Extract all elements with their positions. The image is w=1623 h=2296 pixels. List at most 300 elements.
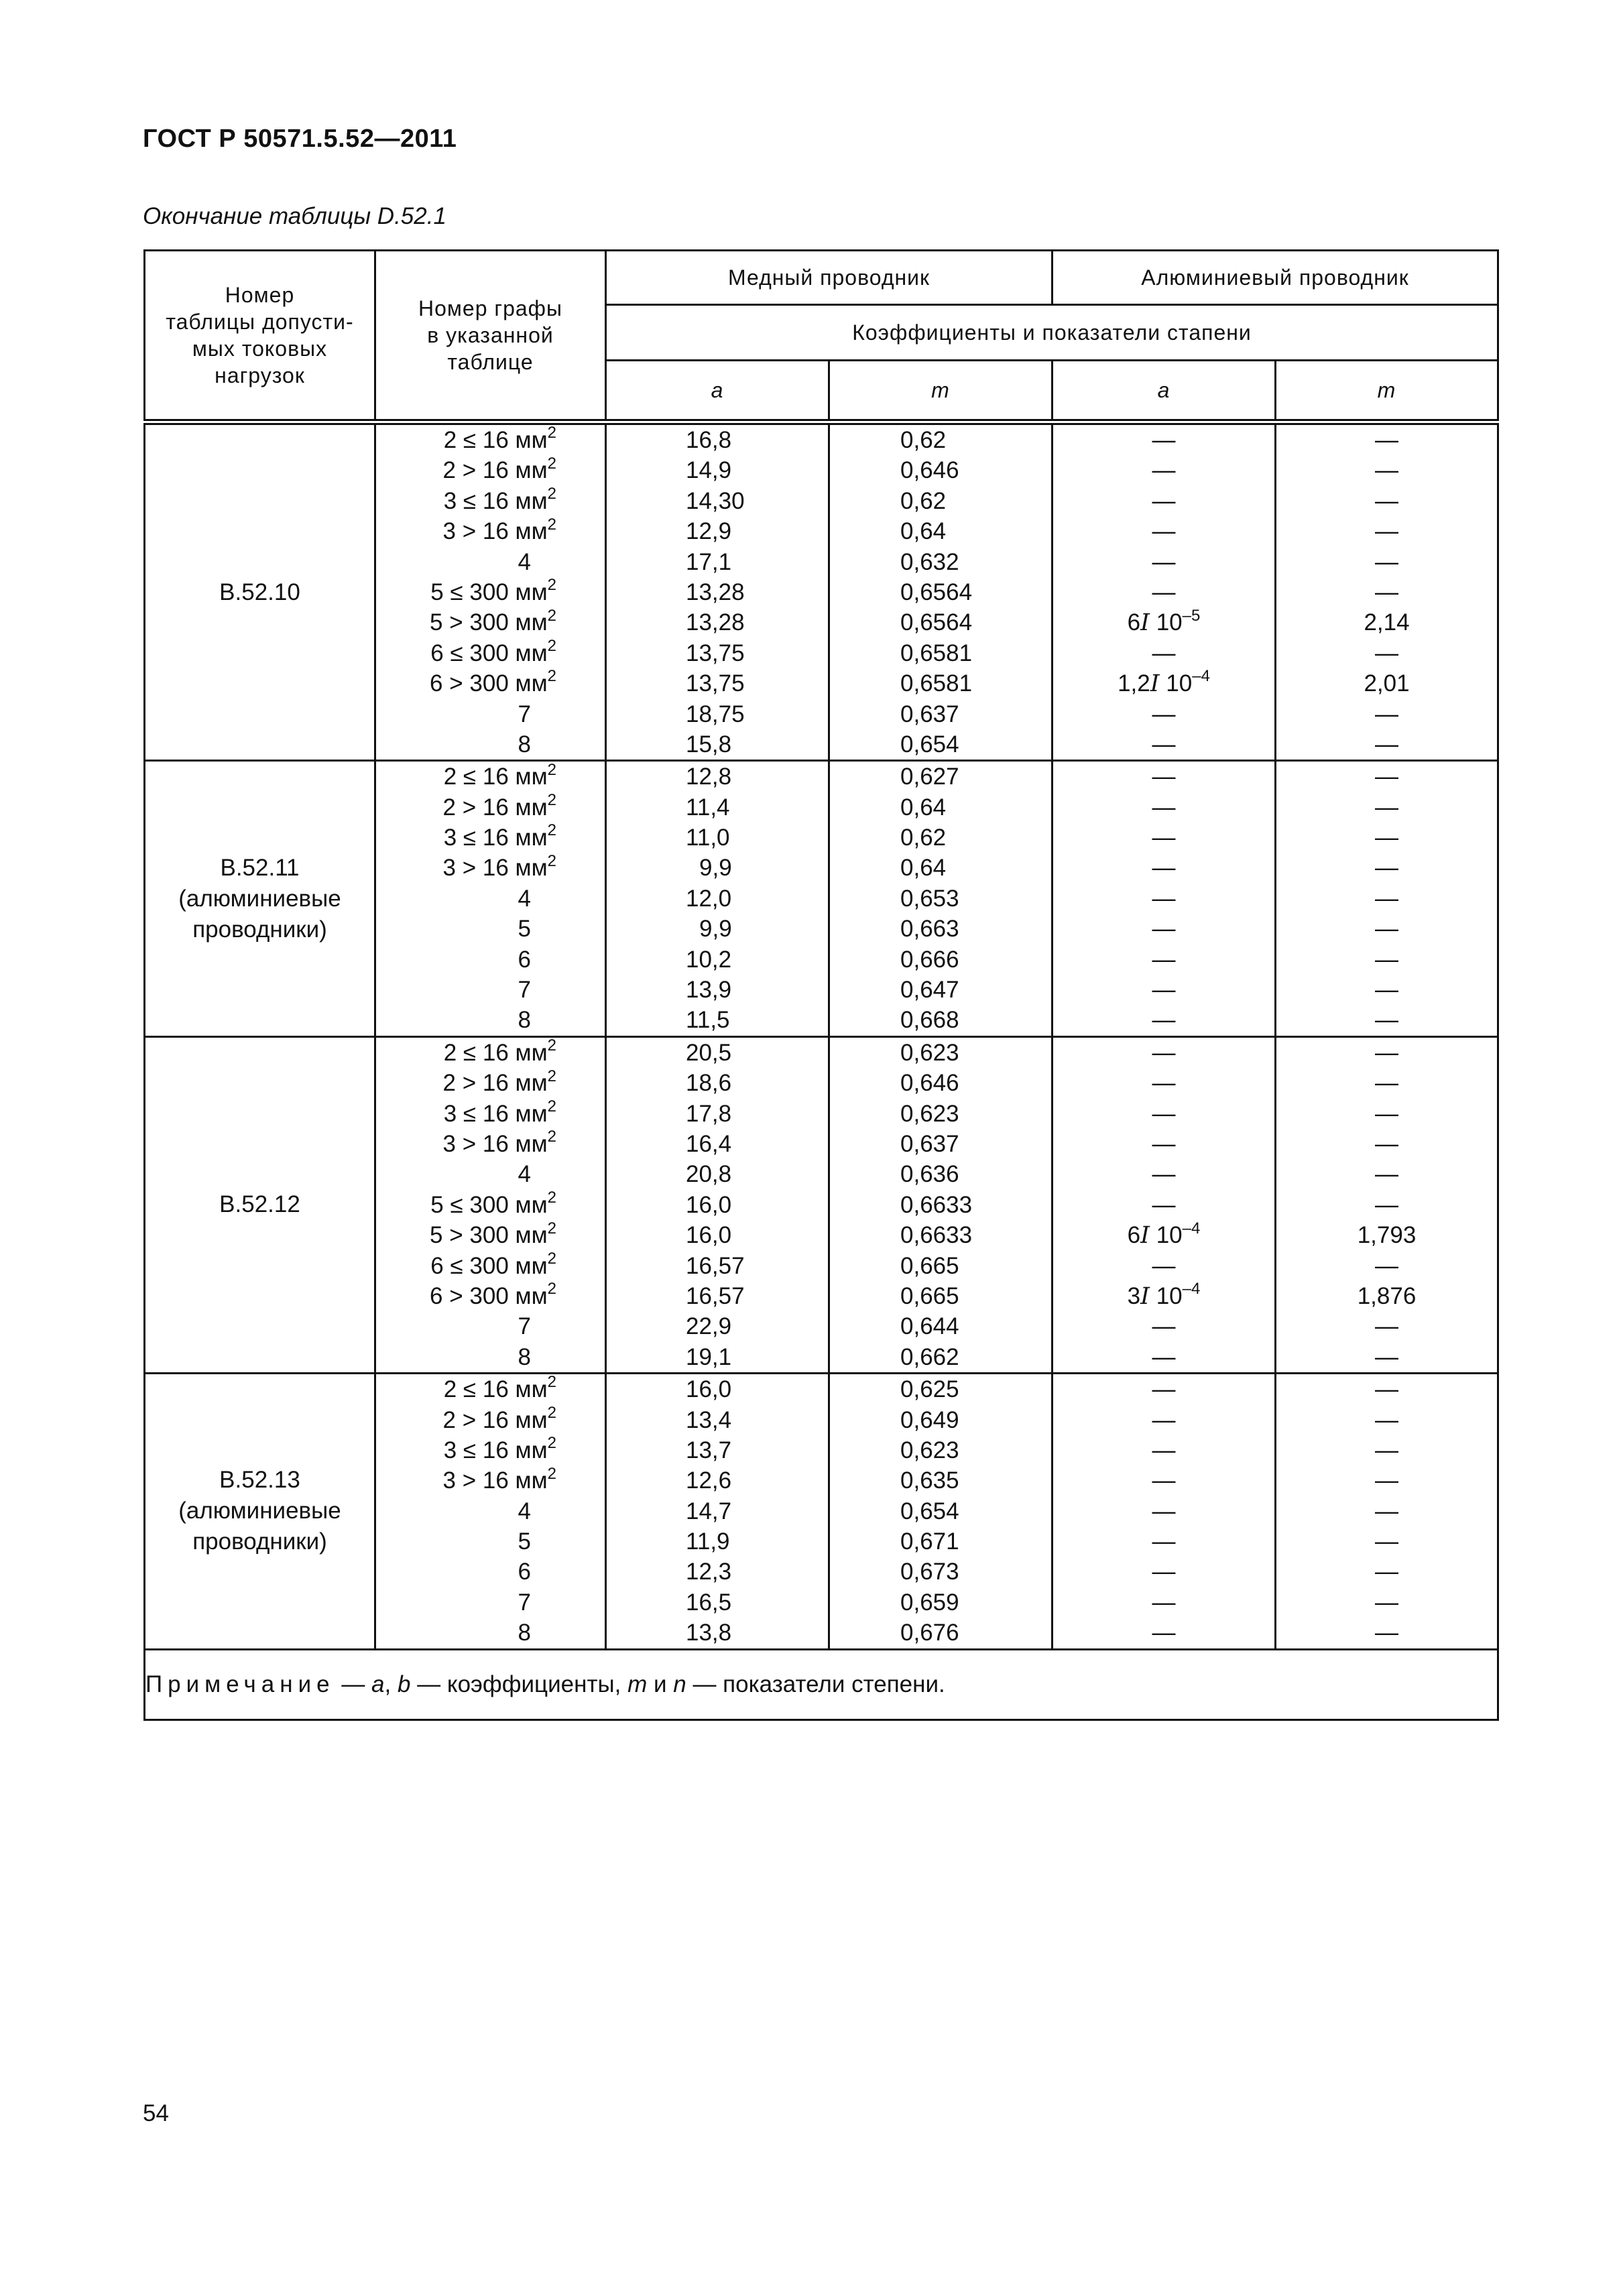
aluminium-a-text: 6I 10 — [1127, 1222, 1183, 1250]
copper-m-value: 0,676 — [900, 1620, 959, 1646]
aluminium-m-value: — — [1375, 487, 1398, 514]
copper-m-value: 0,627 — [900, 764, 959, 790]
column-number-cell — [375, 1036, 606, 1373]
aluminium-a-text: — — [1152, 1498, 1176, 1524]
copper-m-value: 0,6633 — [900, 1191, 973, 1218]
column-number — [376, 1251, 605, 1281]
table-row — [145, 1036, 1498, 1373]
copper-a-value: 11,9 — [686, 1528, 730, 1555]
aluminium-a-value — [1053, 425, 1274, 455]
copper-m-value: 0,644 — [900, 1313, 959, 1340]
exponent: –4 — [1192, 667, 1210, 686]
copper-a-value: 14,9 — [686, 457, 732, 484]
aluminium-m-cell — [1276, 1374, 1498, 1650]
column-number — [376, 945, 605, 975]
copper-a-value: 13,9 — [686, 977, 732, 1004]
aluminium-a-text: — — [1152, 1620, 1176, 1646]
copper-m-value: 0,635 — [900, 1467, 959, 1494]
column-number-text: 6 — [518, 946, 531, 973]
exponent: 2 — [547, 1434, 556, 1453]
column-number — [376, 914, 605, 944]
header-line: таблицы допусти- — [166, 310, 354, 334]
copper-m-value: 0,637 — [900, 1130, 959, 1157]
aluminium-m-value: — — [1375, 825, 1398, 851]
header-copper-a: a — [606, 361, 829, 422]
column-number — [376, 516, 605, 546]
aluminium-a-text: — — [1152, 518, 1176, 545]
exponent: 2 — [547, 1403, 556, 1422]
column-number — [376, 1190, 605, 1220]
group-label — [145, 1036, 375, 1373]
copper-a-cell — [606, 422, 829, 761]
header-line: Номер — [225, 283, 295, 307]
copper-m-value: 0,623 — [900, 1100, 959, 1127]
copper-m-value: 0,649 — [900, 1406, 959, 1433]
aluminium-a-text: — — [1152, 1437, 1176, 1463]
exponent: 2 — [547, 1128, 556, 1146]
current-symbol: I — [1140, 1222, 1150, 1250]
copper-m-value: 0,62 — [900, 427, 947, 453]
aluminium-m-value: — — [1375, 946, 1398, 973]
table-note: Примечание — a, b — коэффициенты, m и n — показатели степени. — [145, 1649, 1498, 1719]
column-number-cell — [375, 1374, 606, 1650]
copper-a-value: 12,9 — [686, 518, 732, 545]
column-number-text: 5 > 300 мм — [430, 609, 548, 636]
aluminium-m-value: — — [1375, 1343, 1398, 1370]
header-line: таблице — [447, 350, 534, 374]
aluminium-m-value: — — [1375, 640, 1398, 666]
aluminium-a-value — [1053, 1342, 1274, 1372]
aluminium-a-value — [1053, 607, 1274, 638]
copper-m-value: 0,673 — [900, 1559, 959, 1585]
aluminium-a-value — [1053, 1311, 1274, 1341]
column-number-text: 4 — [518, 1161, 531, 1188]
copper-a-value: 14,30 — [686, 487, 745, 514]
aluminium-m-value: 2,01 — [1364, 670, 1410, 697]
column-number — [376, 1099, 605, 1129]
column-number — [376, 1038, 605, 1068]
copper-a-value: 16,0 — [686, 1376, 732, 1403]
copper-a-cell — [606, 1036, 829, 1373]
aluminium-a-value — [1053, 577, 1274, 607]
aluminium-m-value: — — [1375, 1007, 1398, 1034]
column-number-text: 5 ≤ 300 мм — [430, 579, 548, 605]
aluminium-a-value — [1053, 1068, 1274, 1098]
aluminium-a-value — [1053, 945, 1274, 975]
aluminium-a-text: — — [1152, 764, 1176, 790]
copper-a-value: 14,7 — [686, 1498, 732, 1524]
copper-m-value: 0,623 — [900, 1437, 959, 1463]
column-number-cell — [375, 422, 606, 761]
aluminium-m-value: 1,876 — [1357, 1282, 1417, 1309]
aluminium-m-value: — — [1375, 1589, 1398, 1616]
aluminium-a-value — [1053, 853, 1274, 883]
aluminium-a-value — [1053, 975, 1274, 1005]
document-code: ГОСТ Р 50571.5.52—2011 — [143, 125, 457, 153]
column-number — [376, 1557, 605, 1587]
column-number-text: 6 ≤ 300 мм — [430, 1252, 548, 1279]
copper-a-value: 17,8 — [686, 1100, 732, 1127]
copper-a-value: 11,4 — [686, 794, 730, 821]
exponent: 2 — [547, 1373, 556, 1392]
copper-m-value: 0,654 — [900, 731, 959, 758]
group-label-line: (алюминиевые — [178, 1498, 341, 1524]
aluminium-m-value: — — [1375, 1191, 1398, 1218]
aluminium-a-text: — — [1152, 885, 1176, 912]
aluminium-a-value — [1053, 1587, 1274, 1618]
copper-m-value: 0,625 — [900, 1376, 959, 1403]
copper-m-cell — [829, 1374, 1053, 1650]
copper-a-value: 12,0 — [686, 885, 732, 912]
header-line: мых токовых — [192, 337, 328, 361]
aluminium-m-value: — — [1375, 794, 1398, 821]
header-copper-m: m — [829, 361, 1053, 422]
aluminium-m-value: — — [1375, 518, 1398, 545]
copper-a-value: 16,57 — [686, 1252, 745, 1279]
aluminium-a-value — [1053, 823, 1274, 853]
aluminium-m-value: — — [1375, 1528, 1398, 1555]
aluminium-a-cell — [1053, 422, 1276, 761]
aluminium-m-value: — — [1375, 1161, 1398, 1188]
column-number — [376, 1311, 605, 1341]
exponent: 2 — [547, 576, 556, 595]
aluminium-a-value — [1053, 1190, 1274, 1220]
table-caption: Окончание таблицы D.52.1 — [143, 203, 446, 229]
aluminium-m-value: — — [1375, 855, 1398, 882]
column-number — [376, 1159, 605, 1189]
copper-a-value: 11,5 — [686, 1007, 730, 1034]
copper-m-cell — [829, 422, 1053, 761]
table-row — [145, 1374, 1498, 1650]
column-number — [376, 1618, 605, 1648]
copper-a-value: 13,7 — [686, 1437, 732, 1463]
copper-a-value: 13,4 — [686, 1406, 732, 1433]
copper-a-value: 20,5 — [686, 1039, 732, 1066]
copper-a-value: 17,1 — [686, 548, 732, 575]
aluminium-m-value: — — [1375, 731, 1398, 758]
aluminium-a-text: — — [1152, 579, 1176, 605]
column-number-text: 2 > 16 мм — [442, 1406, 548, 1433]
current-symbol: I — [1140, 609, 1150, 637]
aluminium-a-value — [1053, 1465, 1274, 1496]
column-number-text: 2 ≤ 16 мм — [443, 1039, 548, 1066]
exponent: 2 — [547, 515, 556, 534]
column-number — [376, 1005, 605, 1035]
copper-a-value: 16,0 — [686, 1191, 732, 1218]
exponent: 2 — [547, 1036, 556, 1055]
aluminium-a-text: — — [1152, 457, 1176, 484]
copper-m-value: 0,665 — [900, 1282, 959, 1309]
aluminium-a-value — [1053, 792, 1274, 823]
exponent: 2 — [547, 760, 556, 779]
copper-a-value: 13,75 — [686, 670, 745, 697]
aluminium-a-value — [1053, 1496, 1274, 1526]
aluminium-a-value — [1053, 729, 1274, 760]
exponent: 2 — [547, 1219, 556, 1237]
column-number-text: 5 — [518, 916, 531, 943]
copper-m-value: 0,636 — [900, 1161, 959, 1188]
copper-m-value: 0,6633 — [900, 1222, 973, 1249]
column-number-cell — [375, 761, 606, 1037]
page-number: 54 — [143, 2100, 169, 2126]
copper-m-value: 0,654 — [900, 1498, 959, 1524]
column-number-text: 7 — [518, 1589, 531, 1616]
column-number — [376, 975, 605, 1005]
column-number — [376, 1129, 605, 1159]
copper-a-value: 10,2 — [686, 946, 732, 973]
aluminium-a-value — [1053, 1557, 1274, 1587]
copper-m-value: 0,6581 — [900, 640, 973, 666]
aluminium-m-value: — — [1375, 548, 1398, 575]
aluminium-m-value: — — [1375, 1070, 1398, 1097]
copper-a-value: 16,8 — [686, 427, 732, 453]
copper-m-value: 0,632 — [900, 548, 959, 575]
exponent: –5 — [1182, 606, 1201, 625]
aluminium-a-text: — — [1152, 1007, 1176, 1034]
exponent: 2 — [547, 1189, 556, 1207]
aluminium-a-cell — [1053, 1374, 1276, 1650]
header-copper: Медный проводник — [606, 251, 1053, 305]
column-number-text: 3 ≤ 16 мм — [443, 1437, 548, 1463]
column-number — [376, 638, 605, 668]
aluminium-a-text: — — [1152, 487, 1176, 514]
copper-a-value: 11,0 — [686, 825, 730, 851]
copper-a-value: 22,9 — [686, 1313, 732, 1340]
header-line: в указанной — [427, 323, 554, 347]
column-number-text: 7 — [518, 701, 531, 727]
column-number — [376, 455, 605, 485]
column-number-text: 3 > 16 мм — [442, 518, 548, 545]
exponent: 2 — [547, 637, 556, 656]
column-number-text: 3 > 16 мм — [442, 1130, 548, 1157]
aluminium-a-text: 3I 10 — [1127, 1282, 1183, 1310]
aluminium-a-text: — — [1152, 1100, 1176, 1127]
column-number-text: 4 — [518, 885, 531, 912]
aluminium-a-text: — — [1152, 855, 1176, 882]
copper-m-value: 0,64 — [900, 518, 947, 545]
aluminium-a-text: — — [1152, 1252, 1176, 1279]
copper-a-value: 15,8 — [686, 731, 732, 758]
column-number — [376, 1342, 605, 1372]
column-number-text: 2 > 16 мм — [442, 457, 548, 484]
exponent: 2 — [547, 485, 556, 503]
copper-m-value: 0,64 — [900, 855, 947, 882]
column-number-text: 6 > 300 мм — [430, 1282, 548, 1309]
copper-a-value: 12,3 — [686, 1559, 732, 1585]
aluminium-m-value: — — [1375, 885, 1398, 912]
column-number — [376, 1526, 605, 1557]
copper-m-cell — [829, 1036, 1053, 1373]
column-number-text: 5 > 300 мм — [430, 1222, 548, 1249]
copper-m-value: 0,666 — [900, 946, 959, 973]
copper-m-value: 0,6564 — [900, 609, 973, 636]
copper-a-value: 18,6 — [686, 1070, 732, 1097]
group-label-line: В.52.12 — [219, 1191, 300, 1218]
copper-m-value: 0,646 — [900, 457, 959, 484]
coefficients-table — [143, 249, 1499, 1721]
column-number-text: 2 ≤ 16 мм — [443, 427, 548, 453]
aluminium-a-value — [1053, 914, 1274, 944]
column-number — [376, 792, 605, 823]
aluminium-a-text: — — [1152, 548, 1176, 575]
aluminium-a-value — [1053, 762, 1274, 792]
column-number-text: 5 ≤ 300 мм — [430, 1191, 548, 1218]
copper-m-value: 0,623 — [900, 1039, 959, 1066]
header-line: нагрузок — [215, 363, 305, 387]
column-number-text: 3 > 16 мм — [442, 855, 548, 882]
aluminium-m-value: — — [1375, 1437, 1398, 1463]
copper-m-value: 0,6564 — [900, 579, 973, 605]
aluminium-m-value: — — [1375, 1130, 1398, 1157]
exponent: 2 — [547, 606, 556, 625]
column-number-text: 2 ≤ 16 мм — [443, 1376, 548, 1403]
group-label — [145, 422, 375, 761]
exponent: 2 — [547, 851, 556, 870]
aluminium-a-cell — [1053, 761, 1276, 1037]
group-label-line: (алюминиевые — [178, 885, 341, 912]
aluminium-a-text: 6I 10 — [1127, 609, 1183, 637]
aluminium-a-value — [1053, 1526, 1274, 1557]
aluminium-a-value — [1053, 1281, 1274, 1311]
aluminium-a-value — [1053, 1618, 1274, 1648]
exponent: –4 — [1182, 1280, 1201, 1298]
exponent: 2 — [547, 454, 556, 473]
table-row — [145, 422, 1498, 761]
table-row — [145, 761, 1498, 1037]
aluminium-a-text: — — [1152, 1191, 1176, 1218]
aluminium-a-text: — — [1152, 640, 1176, 666]
group-label-line: проводники) — [192, 916, 327, 943]
aluminium-a-text: — — [1152, 701, 1176, 727]
aluminium-m-cell — [1276, 422, 1498, 761]
aluminium-a-text: — — [1152, 977, 1176, 1004]
aluminium-a-value — [1053, 699, 1274, 729]
copper-m-value: 0,64 — [900, 794, 947, 821]
aluminium-m-value: — — [1375, 1498, 1398, 1524]
aluminium-a-value — [1053, 1038, 1274, 1068]
copper-m-value: 0,6581 — [900, 670, 973, 697]
column-number-text: 4 — [518, 548, 531, 575]
column-number — [376, 1281, 605, 1311]
header-aluminium-m: m — [1276, 361, 1498, 422]
exponent: 2 — [547, 1097, 556, 1115]
aluminium-a-value — [1053, 1220, 1274, 1250]
column-number — [376, 607, 605, 638]
aluminium-a-text: — — [1152, 946, 1176, 973]
column-number-text: 5 — [518, 1528, 531, 1555]
column-number-text: 8 — [518, 1620, 531, 1646]
copper-a-value: 13,28 — [686, 609, 745, 636]
aluminium-a-value — [1053, 486, 1274, 516]
aluminium-a-value — [1053, 884, 1274, 914]
column-number — [376, 729, 605, 760]
copper-m-value: 0,653 — [900, 885, 959, 912]
aluminium-a-value — [1053, 1251, 1274, 1281]
aluminium-a-value — [1053, 668, 1274, 699]
aluminium-a-value — [1053, 1435, 1274, 1465]
column-number-text: 2 ≤ 16 мм — [443, 764, 548, 790]
aluminium-m-value: — — [1375, 1559, 1398, 1585]
column-number — [376, 762, 605, 792]
copper-a-value: 13,75 — [686, 640, 745, 666]
column-number-text: 7 — [518, 977, 531, 1004]
copper-m-value: 0,659 — [900, 1589, 959, 1616]
copper-a-value: 19,1 — [686, 1343, 732, 1370]
copper-a-value: 16,4 — [686, 1130, 732, 1157]
group-label-line: В.52.11 — [220, 854, 300, 881]
aluminium-m-value: 1,793 — [1357, 1222, 1417, 1249]
exponent: 2 — [547, 1280, 556, 1298]
aluminium-m-value: — — [1375, 1467, 1398, 1494]
aluminium-a-value — [1053, 1159, 1274, 1189]
aluminium-m-cell — [1276, 1036, 1498, 1373]
column-number-text: 3 > 16 мм — [442, 1467, 548, 1494]
column-number — [376, 1068, 605, 1098]
copper-m-value: 0,62 — [900, 487, 947, 514]
column-number-text: 2 > 16 мм — [442, 1070, 548, 1097]
aluminium-a-value — [1053, 1005, 1274, 1035]
exponent: 2 — [547, 1249, 556, 1268]
aluminium-a-value — [1053, 1405, 1274, 1435]
aluminium-a-text: — — [1152, 1070, 1176, 1097]
exponent: 2 — [547, 791, 556, 810]
aluminium-a-text: — — [1152, 1039, 1176, 1066]
aluminium-a-value — [1053, 1374, 1274, 1404]
aluminium-a-text: — — [1152, 1376, 1176, 1403]
group-label-line: проводники) — [192, 1528, 327, 1555]
aluminium-a-value — [1053, 1099, 1274, 1129]
column-number-text: 3 ≤ 16 мм — [443, 487, 548, 514]
aluminium-m-value: — — [1375, 1100, 1398, 1127]
aluminium-a-text: — — [1152, 1559, 1176, 1585]
aluminium-a-value — [1053, 547, 1274, 577]
aluminium-a-text: — — [1152, 794, 1176, 821]
column-number-text: 4 — [518, 1498, 531, 1524]
column-number-text: 3 ≤ 16 мм — [443, 1100, 548, 1127]
header-coefficients: Коэффициенты и показатели стапени — [606, 305, 1498, 361]
aluminium-a-value — [1053, 1129, 1274, 1159]
aluminium-m-cell — [1276, 761, 1498, 1037]
column-number — [376, 853, 605, 883]
column-number — [376, 425, 605, 455]
copper-a-value: 13,28 — [686, 579, 745, 605]
column-number-text: 8 — [518, 1007, 531, 1034]
exponent: 2 — [547, 1067, 556, 1085]
column-number — [376, 486, 605, 516]
copper-m-value: 0,668 — [900, 1007, 959, 1034]
copper-a-value: 13,8 — [686, 1620, 732, 1646]
aluminium-m-value: — — [1375, 1406, 1398, 1433]
header-aluminium-a: a — [1053, 361, 1276, 422]
aluminium-a-text: — — [1152, 1343, 1176, 1370]
exponent: 2 — [547, 1464, 556, 1483]
aluminium-m-value: — — [1375, 1620, 1398, 1646]
column-number-text: 6 — [518, 1559, 531, 1585]
aluminium-m-value: — — [1375, 701, 1398, 727]
aluminium-m-value: — — [1375, 916, 1398, 943]
aluminium-m-value: 2,14 — [1364, 609, 1410, 636]
exponent: 2 — [547, 821, 556, 840]
copper-a-value: 9,9 — [699, 916, 732, 943]
column-number — [376, 1496, 605, 1526]
column-number — [376, 884, 605, 914]
group-label-line: В.52.10 — [219, 579, 300, 605]
copper-a-value: 18,75 — [686, 701, 745, 727]
aluminium-a-text: 1,2I 10 — [1118, 670, 1193, 698]
note-label: Примечание — [145, 1671, 335, 1697]
column-number — [376, 668, 605, 699]
aluminium-m-value: — — [1375, 1039, 1398, 1066]
